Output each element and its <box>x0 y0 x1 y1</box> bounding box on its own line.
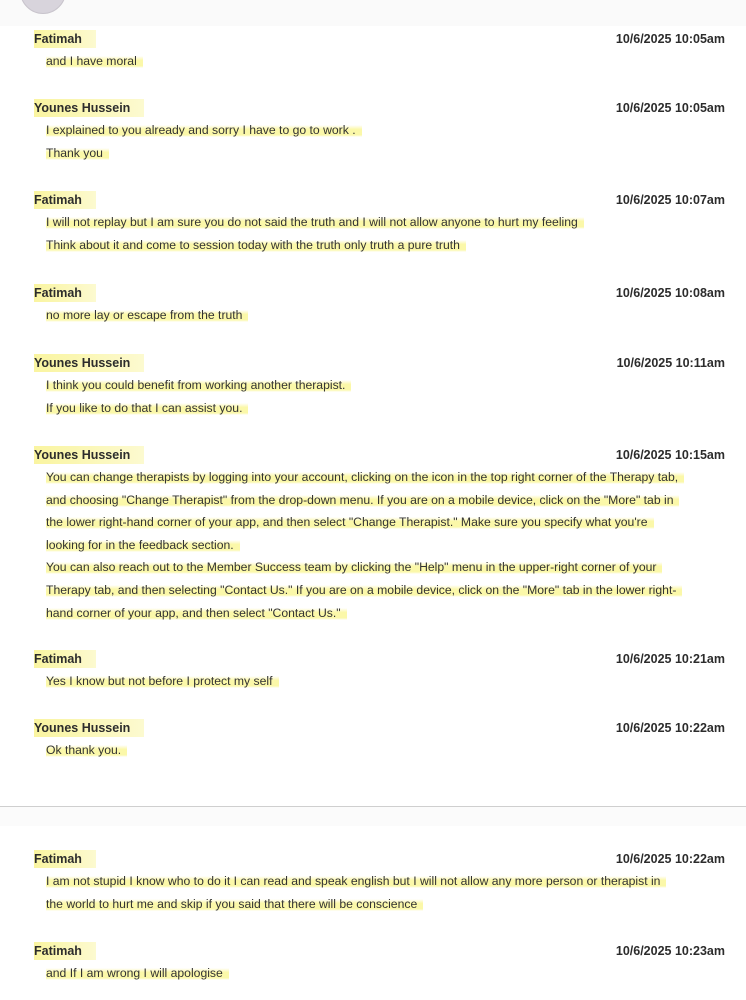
message-sender: Younes Hussein <box>34 99 144 117</box>
message-line: looking for in the feedback section. <box>46 534 746 557</box>
message-sender: Fatimah <box>34 850 96 868</box>
message-timestamp: 10/6/2025 10:07am <box>615 193 725 207</box>
message-line: and choosing "Change Therapist" from the drop-down menu. If you are on a mobile device, click on the "More" tab in <box>46 489 746 512</box>
message-line: the world to hurt me and skip if you said that there will be conscience <box>46 893 746 916</box>
message-timestamp: 10/6/2025 10:05am <box>615 101 725 115</box>
message-timestamp: 10/6/2025 10:11am <box>616 356 725 370</box>
message-line: Yes I know but not before I protect my self <box>46 670 746 693</box>
message-timestamp: 10/6/2025 10:08am <box>615 286 725 300</box>
message <box>0 99 746 164</box>
message-sender: Younes Hussein <box>34 354 144 372</box>
top-band <box>0 0 746 26</box>
message-line: I am not stupid I know who to do it I can read and speak english but I will not allow any more person or therapist in <box>46 870 746 893</box>
message-sender: Fatimah <box>34 650 96 668</box>
message-line: hand corner of your app, and then select "Contact Us." <box>46 602 746 625</box>
message-line: I will not replay but I am sure you do not said the truth and I will not allow anyone to hurt my feeling <box>46 211 746 234</box>
message-timestamp: 10/6/2025 10:22am <box>615 721 725 735</box>
message <box>0 284 746 327</box>
message-sender: Fatimah <box>34 284 96 302</box>
message <box>0 942 746 985</box>
message-sender: Fatimah <box>34 191 96 209</box>
message-timestamp: 10/6/2025 10:05am <box>615 32 725 46</box>
message-line: Ok thank you. <box>46 739 746 762</box>
message-sender: Fatimah <box>34 30 96 48</box>
message-line: You can change therapists by logging into your account, clicking on the icon in the top right corner of the Therapy tab, <box>46 466 746 489</box>
message-line: Think about it and come to session today with the truth only truth a pure truth <box>46 234 746 257</box>
page-divider <box>0 806 746 826</box>
message-line: the lower right-hand corner of your app, and then select "Change Therapist." Make sure you specify what you're <box>46 511 746 534</box>
message <box>0 446 746 624</box>
message <box>0 191 746 256</box>
message <box>0 30 746 73</box>
message-line: I explained to you already and sorry I have to go to work . <box>46 119 746 142</box>
message-sender: Younes Hussein <box>34 719 144 737</box>
message-timestamp: 10/6/2025 10:23am <box>615 944 725 958</box>
message-line: Thank you <box>46 142 746 165</box>
message-timestamp: 10/6/2025 10:22am <box>615 852 725 866</box>
message-sender: Fatimah <box>34 942 96 960</box>
message-line: Therapy tab, and then selecting "Contact Us." If you are on a mobile device, click on the "More" tab in the lower right- <box>46 579 746 602</box>
message-timestamp: 10/6/2025 10:15am <box>615 448 725 462</box>
message <box>0 719 746 762</box>
message-line: If you like to do that I can assist you. <box>46 397 746 420</box>
message <box>0 650 746 693</box>
message <box>0 850 746 915</box>
message-sender: Younes Hussein <box>34 446 144 464</box>
message-line: and I have moral <box>46 50 746 73</box>
message-line: and If I am wrong I will apologise <box>46 962 746 985</box>
message-line: You can also reach out to the Member Success team by clicking the "Help" menu in the upper-right corner of your <box>46 556 746 579</box>
message <box>0 354 746 419</box>
message-timestamp: 10/6/2025 10:21am <box>615 652 725 666</box>
message-line: no more lay or escape from the truth <box>46 304 746 327</box>
message-line: I think you could benefit from working another therapist. <box>46 374 746 397</box>
